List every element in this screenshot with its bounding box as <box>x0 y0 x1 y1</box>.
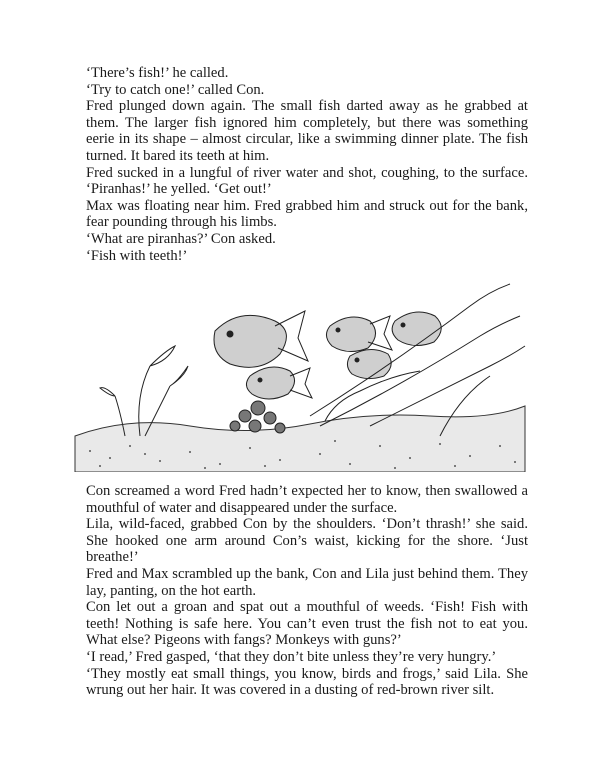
paragraph: Fred and Max scrambled up the bank, Con and Lila just behind them. They lay, panting, on the hot earth. <box>86 565 528 599</box>
paragraph: Fred plunged down again. The small fish darted away as he grabbed at them. The larger fish ignored him completely, but there was something eerie in its shape – almost circular, like a swimming dinner plate. The fish turned. It bared its teeth at him. <box>86 98 528 164</box>
paragraph: ‘They mostly eat small things, you know, birds and frogs,’ said Lila. She wrung out her hair. It was covered in a dusting of red-brown river silt. <box>86 665 528 699</box>
paragraph: ‘What are piranhas?’ Con asked. <box>86 230 276 247</box>
piranhas-riverbed-illustration <box>70 276 530 472</box>
paragraph: Max was floating near him. Fred grabbed him and struck out for the bank, fear pounding through his limbs. <box>86 197 528 231</box>
paragraph: Lila, wild-faced, grabbed Con by the shoulders. ‘Don’t thrash!’ she said. She hooked one arm around Con’s waist, kicking for the shore. ‘Just breathe!’ <box>86 516 528 566</box>
paragraph: Con let out a groan and spat out a mouthful of weeds. ‘Fish! Fish with teeth! Nothing is safe here. You can’t even trust the fish not to eat you. What else? Pigeons with fangs? Monkeys with guns?’ <box>86 599 528 649</box>
paragraph: Con screamed a word Fred hadn’t expected her to know, then swallowed a mouthful of water and disappeared under the surface. <box>86 483 528 516</box>
top-text-block <box>86 65 528 264</box>
paragraph: ‘Try to catch one!’ called Con. <box>86 81 265 98</box>
bottom-text-block <box>86 483 528 699</box>
paragraph: ‘There’s fish!’ he called. <box>86 65 229 81</box>
paragraph: Fred sucked in a lungful of river water and shot, coughing, to the surface. ‘Piranhas!’ he yelled. ‘Get out!’ <box>86 164 528 198</box>
paragraph: ‘I read,’ Fred gasped, ‘that they don’t bite unless they’re very hungry.’ <box>86 648 497 665</box>
paragraph: ‘Fish with teeth!’ <box>86 247 188 264</box>
